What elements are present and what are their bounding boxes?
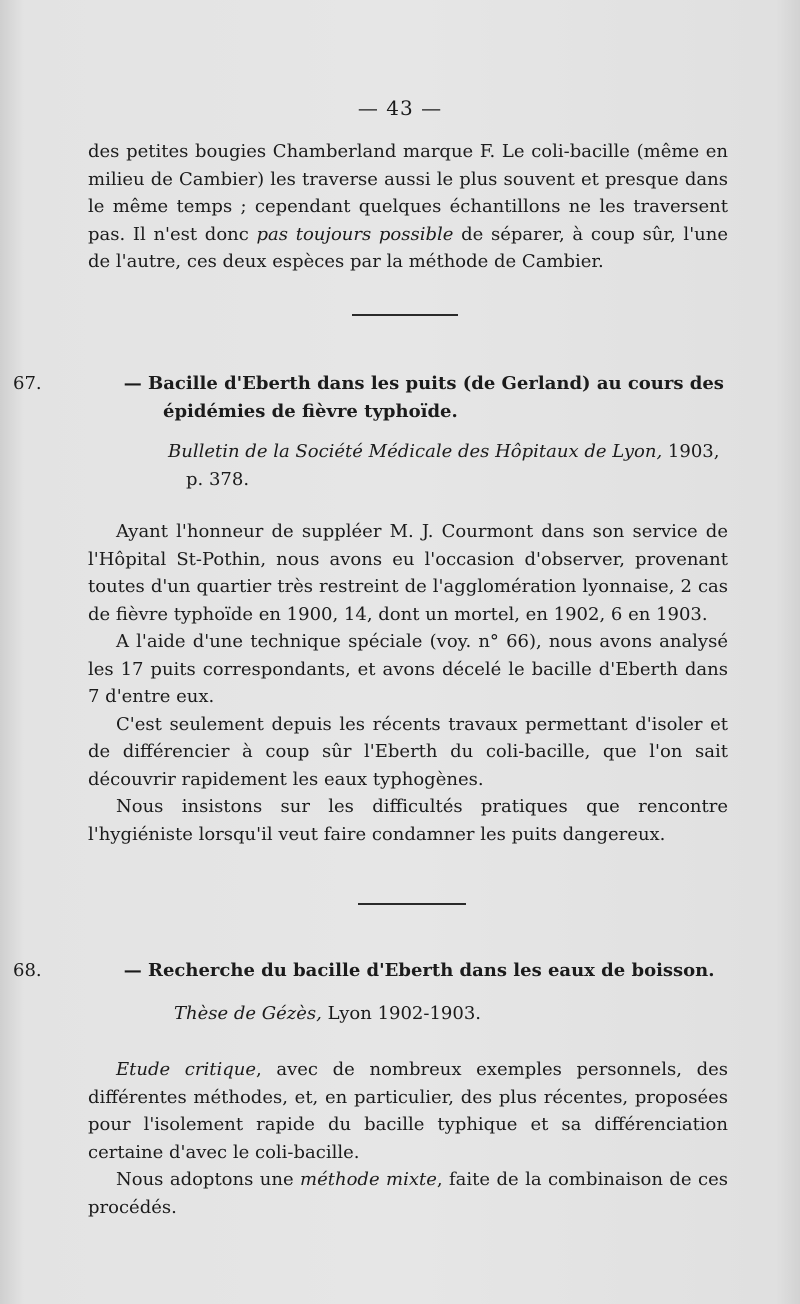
entry-68-citation-place: Lyon 1902-1903. <box>321 1003 481 1024</box>
entry-68-citation-thesis: Thèse de Gézès, <box>174 1003 322 1024</box>
intro-paragraph <box>88 138 728 276</box>
entry-68-body <box>88 1056 728 1221</box>
entry-68-para1-italic: Etude critique <box>116 1059 256 1080</box>
entry-68-paragraph <box>88 1056 728 1166</box>
entry-67-citation-pages: p. 378. <box>186 468 250 490</box>
intro-text-1: des petites bougies Chamberland marque F. Le coli-bacille (même en milieu de Cambier) les traverse aussi le plus souvent et presque dans le même temps ; cependant quelques échantillons ne les traversent pas. Il n'est donc <box>88 141 728 245</box>
entry-68-para2-end: , faite de la combinaison de ces procédés. <box>88 1169 728 1218</box>
entry-67-number: 67. <box>13 373 42 394</box>
entry-68-para2-start: Nous adoptons une <box>116 1169 301 1190</box>
entry-67-paragraph: Ayant l'honneur de suppléer M. J. Courmont dans son service de l'Hôpital St-Pothin, nous avons eu l'occasion d'observer, provenant toutes d'un quartier très restreint de l'agglomération lyonnaise, 2 cas de fièvre typhoïde en 1900, 14, dont un mortel, en 1902, 6 en 1903. <box>88 521 728 625</box>
entry-67-heading: — Bacille d'Eberth dans les puits (de Gerland) au cours des épidémies de fièvre typhoïde. <box>123 373 724 422</box>
entry-67-paragraph: Nous insistons sur les difficultés pratiques que rencontre l'hygiéniste lorsqu'il veut faire condamner les puits dangereux. <box>88 796 728 845</box>
section-divider <box>352 314 458 316</box>
entry-67-body <box>88 518 728 848</box>
entry-68-para2-italic: méthode mixte <box>300 1169 437 1190</box>
entry-68-heading: — Recherche du bacille d'Eberth dans les eaux de boisson. <box>123 960 715 981</box>
entry-67-paragraph: C'est seulement depuis les récents travaux permettant d'isoler et de différencier à coup sûr l'Eberth du coli-bacille, que l'on sait découvrir rapidement les eaux typhogènes. <box>88 713 728 790</box>
entry-67-paragraph: A l'aide d'une technique spéciale (voy. n° 66), nous avons analysé les 17 puits correspondants, et avons décelé le bacille d'Eberth dans 7 d'entre eux. <box>88 631 728 707</box>
entry-68-title <box>13 957 800 985</box>
entry-67-citation-journal: Bulletin de la Société Médicale des Hôpitaux de Lyon, <box>168 441 663 462</box>
intro-text-2: de séparer, à coup sûr, l'une de l'autre, ces deux espèces par la méthode de Cambier. <box>88 223 728 272</box>
entry-68-citation <box>174 1000 734 1028</box>
entry-67-citation-year: 1903, <box>662 441 720 462</box>
entry-68-paragraph <box>88 1166 728 1221</box>
intro-italic: pas toujours possible <box>256 223 454 245</box>
entry-68-number: 68. <box>13 960 42 981</box>
entry-68-para1-text: , avec de nombreux exemples personnels, des différentes méthodes, et, en particulier, des plus récentes, proposées pour l'isolement rapide du bacille typhique et sa différenciation certaine d'avec le coli-bacille. <box>88 1059 728 1163</box>
section-divider <box>358 903 466 905</box>
page-number: — 43 — <box>357 96 443 120</box>
entry-67-citation <box>168 438 728 493</box>
entry-67-title <box>13 370 800 425</box>
